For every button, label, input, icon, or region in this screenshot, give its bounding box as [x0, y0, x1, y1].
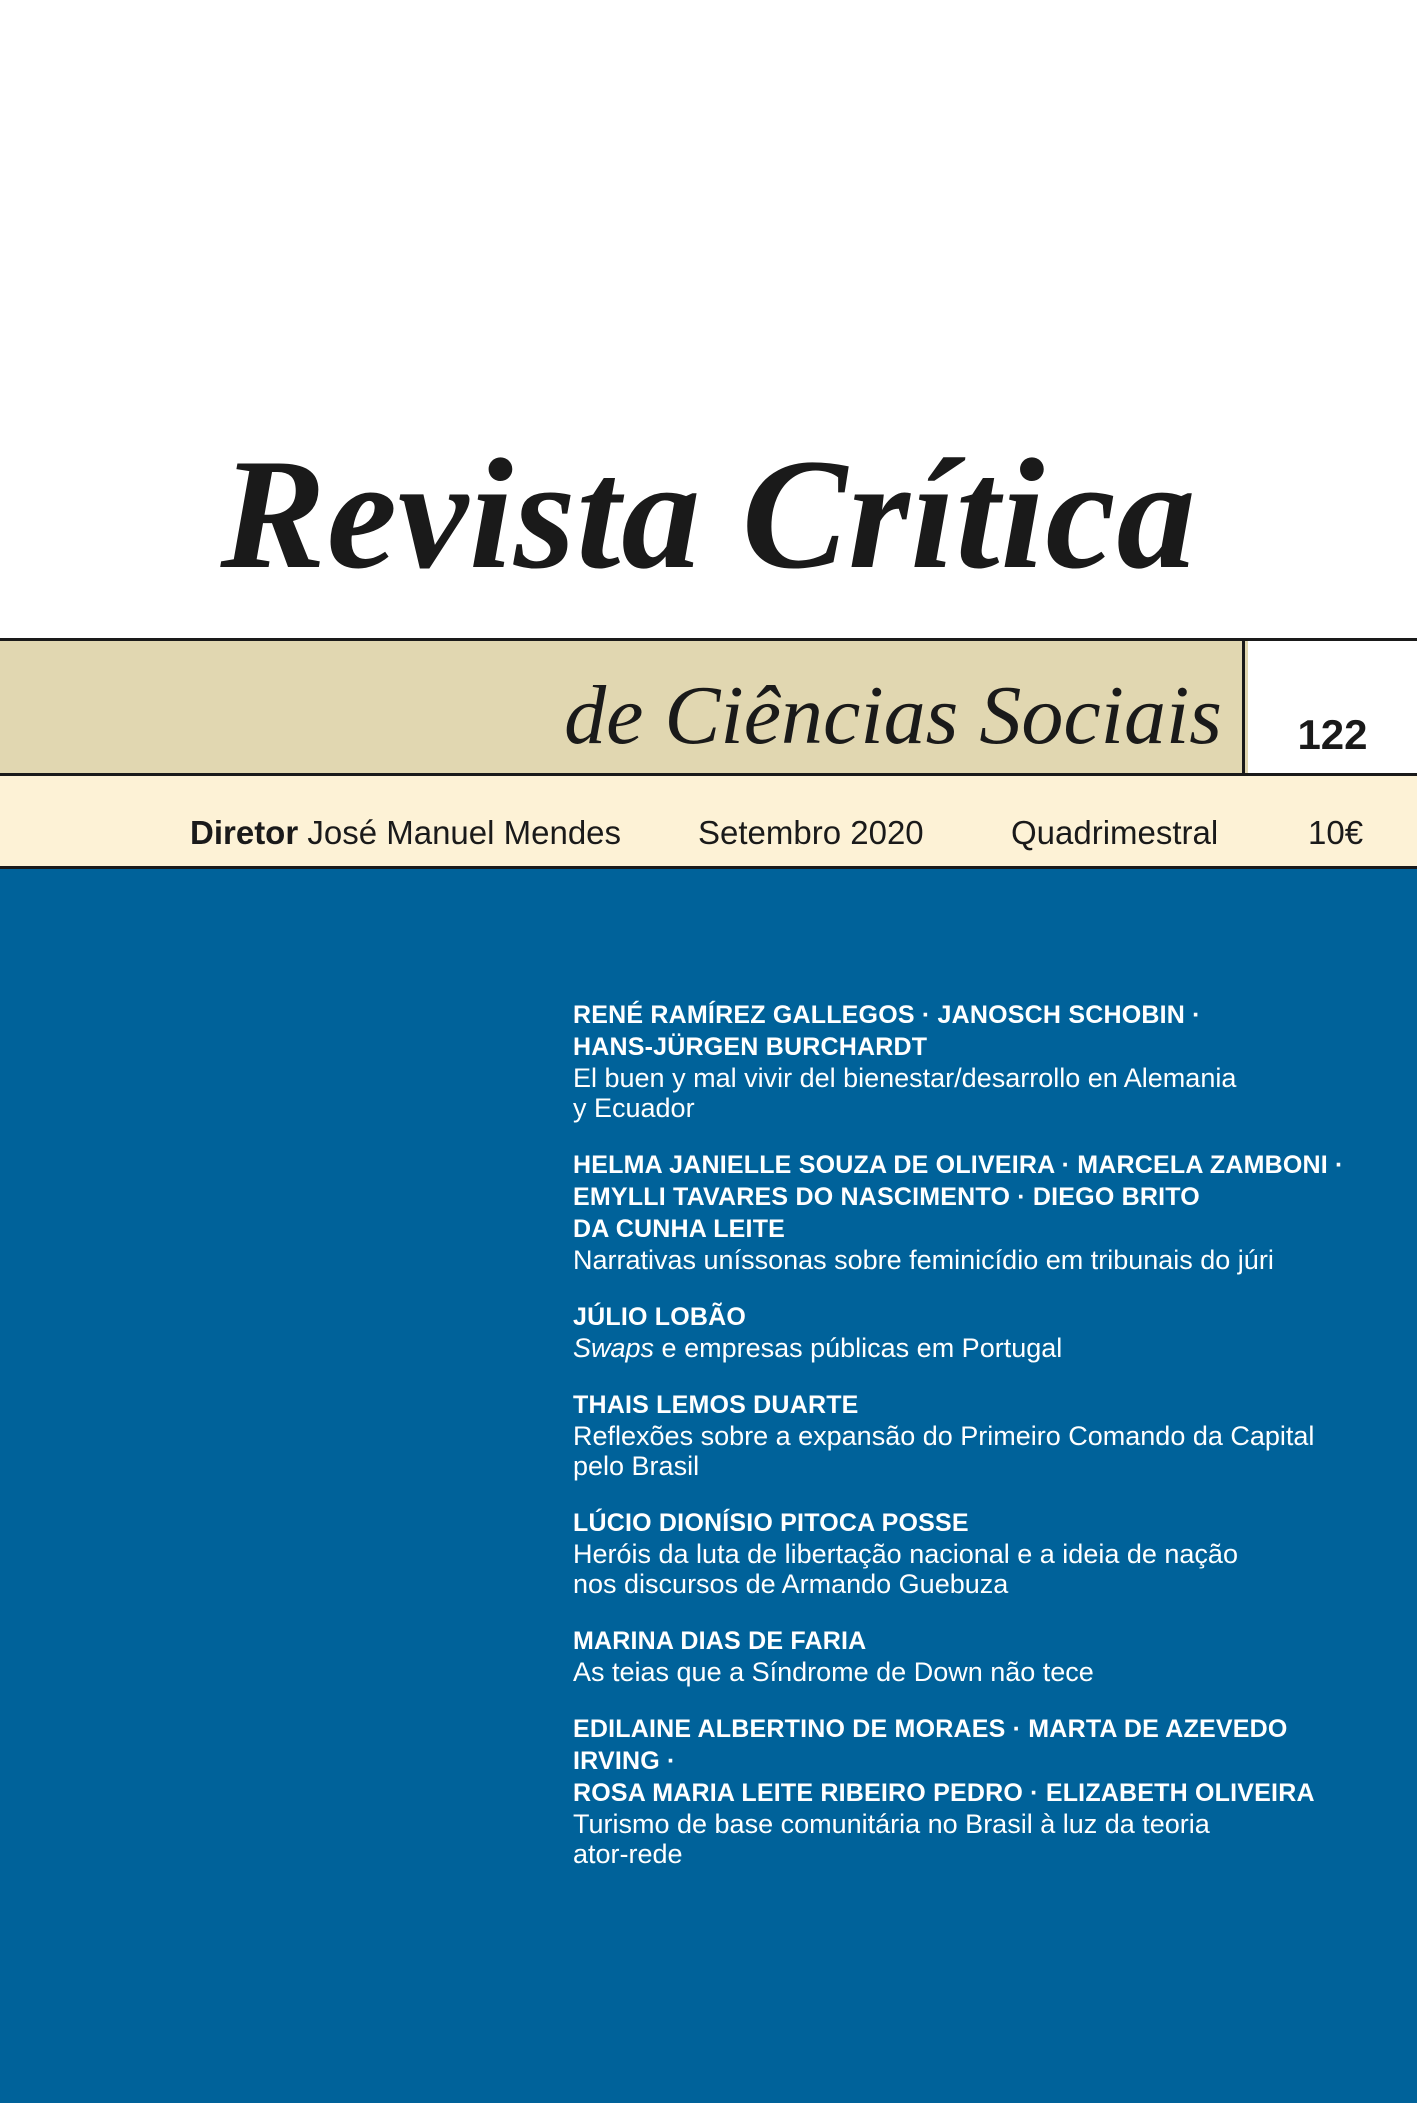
- title-line: Narrativas uníssonas sobre feminicídio em tribunais do júri: [573, 1245, 1274, 1275]
- title-line: Heróis da luta de libertação nacional e a ideia de nação: [573, 1539, 1238, 1569]
- author-line: HELMA JANIELLE SOUZA DE OLIVEIRA · MARCELA ZAMBONI ·: [573, 1151, 1344, 1179]
- article-entry: [573, 999, 1373, 1123]
- article-title: [573, 1657, 1373, 1687]
- article-entry: [573, 1149, 1373, 1275]
- author-line: JÚLIO LOBÃO: [573, 1303, 747, 1331]
- title-line: Reflexões sobre a expansão do Primeiro Comando da Capital: [573, 1421, 1315, 1451]
- article-authors: [573, 1713, 1373, 1809]
- title-line: y Ecuador: [573, 1093, 695, 1123]
- journal-subtitle: de Ciências Sociais: [0, 641, 1245, 773]
- article-authors: [573, 999, 1373, 1063]
- info-band: [0, 776, 1417, 869]
- author-line: DA CUNHA LEITE: [573, 1215, 786, 1243]
- title-line: nos discursos de Armando Guebuza: [573, 1569, 1009, 1599]
- article-entry: [573, 1507, 1373, 1599]
- article-title: [573, 1063, 1373, 1123]
- title-rest: e empresas públicas em Portugal: [654, 1333, 1063, 1363]
- director-credit: [190, 814, 621, 852]
- article-entry: [573, 1389, 1373, 1481]
- article-authors: [573, 1625, 1373, 1657]
- author-line: THAIS LEMOS DUARTE: [573, 1391, 859, 1419]
- article-title: [573, 1333, 1373, 1363]
- author-line: MARINA DIAS DE FARIA: [573, 1627, 867, 1655]
- article-title: [573, 1421, 1373, 1481]
- title-line: As teias que a Síndrome de Down não tece: [573, 1657, 1094, 1687]
- author-line: LÚCIO DIONÍSIO PITOCA POSSE: [573, 1509, 969, 1537]
- title-line: ator-rede: [573, 1839, 683, 1869]
- issue-date: Setembro 2020: [698, 814, 924, 851]
- article-entry: [573, 1301, 1373, 1363]
- article-authors: [573, 1389, 1373, 1421]
- author-line: EDILAINE ALBERTINO DE MORAES · MARTA DE AZEVEDO IRVING ·: [573, 1715, 1288, 1775]
- article-entry: [573, 1625, 1373, 1687]
- title-italic-word: Swaps: [573, 1333, 655, 1363]
- director-label: Diretor: [190, 814, 299, 851]
- journal-title: Revista Crítica: [220, 427, 1197, 602]
- author-line: RENÉ RAMÍREZ GALLEGOS · JANOSCH SCHOBIN ·: [573, 1001, 1201, 1029]
- article-authors: [573, 1507, 1373, 1539]
- author-line: ROSA MARIA LEITE RIBEIRO PEDRO · ELIZABETH OLIVEIRA: [573, 1779, 1315, 1807]
- periodicity: Quadrimestral: [1011, 814, 1219, 851]
- article-title: [573, 1245, 1373, 1275]
- table-of-contents: [573, 999, 1373, 1895]
- price: 10€: [1308, 814, 1364, 851]
- title-line: pelo Brasil: [573, 1451, 700, 1481]
- title-line: Turismo de base comunitária no Brasil à luz da teoria: [573, 1809, 1210, 1839]
- author-line: HANS-JÜRGEN BURCHARDT: [573, 1033, 928, 1061]
- article-entry: [573, 1713, 1373, 1869]
- title-line: El buen y mal vivir del bienestar/desarrollo en Alemania: [573, 1063, 1237, 1093]
- issue-number: 122: [1297, 711, 1368, 758]
- subtitle-band: [0, 638, 1417, 776]
- issue-box: [1248, 641, 1417, 773]
- article-authors: [573, 1149, 1373, 1245]
- article-title: [573, 1809, 1373, 1869]
- contents-panel: [0, 869, 1417, 2103]
- article-title: [573, 1539, 1373, 1599]
- article-authors: [573, 1301, 1373, 1333]
- director-name: José Manuel Mendes: [307, 814, 622, 851]
- author-line: EMYLLI TAVARES DO NASCIMENTO · DIEGO BRITO: [573, 1183, 1200, 1211]
